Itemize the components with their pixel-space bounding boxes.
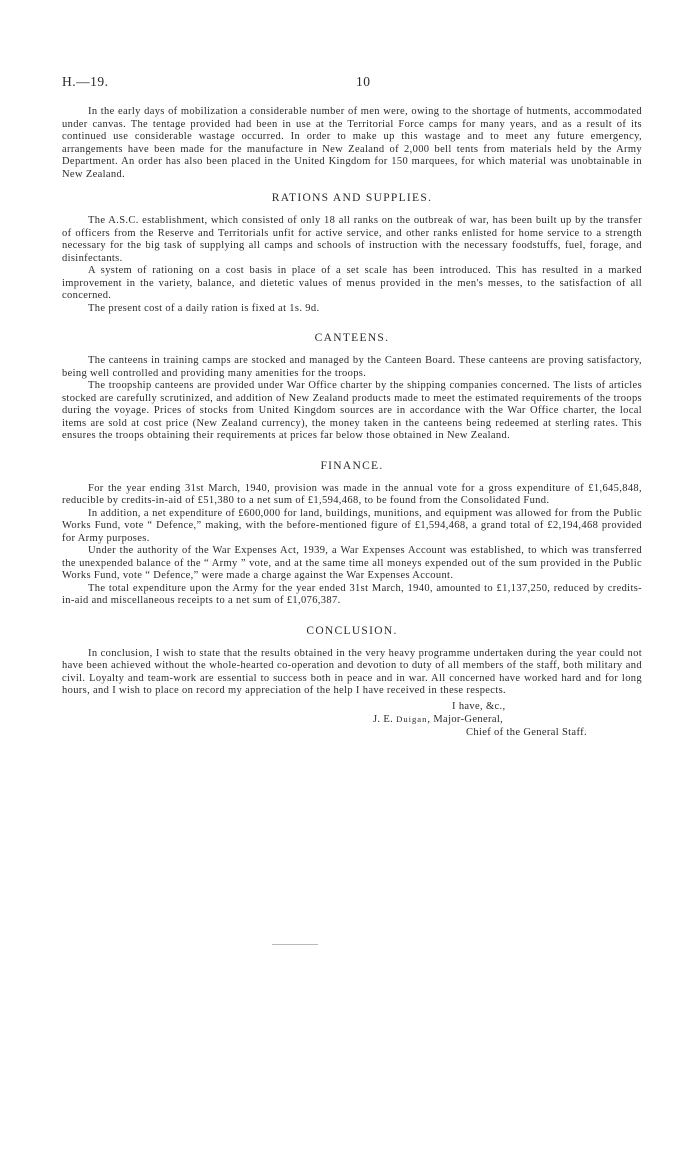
paragraph: A system of rationing on a cost basis in place of a set scale has been introduced. This has resulted in a marked improvement in the variety, balance, and dietetic values of menus provided in the men's messes, to the satisfaction of all concerned. <box>62 265 642 301</box>
signature-closing: I have, &c., <box>452 700 506 712</box>
signatory-initials: J. E. <box>373 713 397 725</box>
paragraph: The present cost of a daily ration is fixed at 1s. 9d. <box>88 302 320 314</box>
section-conclusion <box>62 625 642 698</box>
document-reference: H.—19. <box>62 74 109 89</box>
document-page <box>62 74 642 739</box>
section-finance <box>62 460 642 608</box>
section-heading: FINANCE. <box>320 459 384 472</box>
section-heading: CANTEENS. <box>314 332 390 344</box>
page-number: 10 <box>356 74 371 89</box>
paragraph: In addition, a net expenditure of £600,000 for land, buildings, munitions, and equipment was allowed for from the Public Works Fund, vote “ Defence,” making, with the before-mentioned figure of £1,594,468, a grand total of £2,194,468 provided for Army purposes. <box>62 507 642 544</box>
paragraph: In conclusion, I wish to state that the results obtained in the very heavy programme undertaken during the year could not have been achieved without the whole-hearted co-operation and devotion to duty of all members of the staff, both military and civil. Loyalty and team-work are essential to success both in peace and in war. All concerned have worked hard and for long hours, and I wish to place on record my appreciation of the help I have received in these respects. <box>62 647 642 696</box>
paragraph: The canteens in training camps are stocked and managed by the Canteen Board. These canteens are proving satisfactory, being well controlled and providing many amenities for the troops. <box>62 355 642 379</box>
paragraph: For the year ending 31st March, 1940, provision was made in the annual vote for a gross expenditure of £1,645,848, reducible by credits-in-aid of £51,380 to a net sum of £1,594,468, to be found from the Consolidated Fund. <box>62 482 642 506</box>
signatory-name <box>62 713 642 726</box>
paragraph: In the early days of mobilization a considerable number of men were, owing to the shortage of hutments, accommodated under canvas. The tentage provided had been in use at the Territorial Force camps for many years, and as a result of its continued use considerable wastage occurred. In order to make up this wastage and to meet any future emergency, arrangements have been made for the manufacture in New Zealand of 2,000 bell tents from materials held by the Army Department. An order has also been placed in the United Kingdom for 150 marquees, for which material was unobtainable in New Zealand. <box>62 106 642 180</box>
closing-rule-divider <box>272 944 318 945</box>
signatory-surname: Duigan <box>396 713 428 724</box>
signature-block <box>62 700 642 739</box>
paragraph: The troopship canteens are provided under War Office charter by the shipping companies concerned. The lists of articles stocked are carefully scrutinized, and addition of New Zealand products made to meet the estimated requirements of the troops during the voyage. Prices of stocks from United Kingdom sources are in accordance with the War Office charter, the local items are sold at cost price (New Zealand currency), the money taken in the canteens being redeemed at sterling rates. This ensures the troops obtaining their requirements at prices far below those obtained in New Zealand. <box>62 380 642 441</box>
report-body <box>62 106 642 739</box>
paragraph: Under the authority of the War Expenses Act, 1939, a War Expenses Account was established, to which was transferred the unexpended balance of the “ Army ” vote, and at the same time all moneys expended out of the sum provided in the Public Works Fund, vote “ Defence,” were made a charge against the War Expenses Account. <box>62 545 642 581</box>
section-rations-and-supplies <box>62 192 642 315</box>
section-canteens <box>62 332 642 443</box>
paragraph: The total expenditure upon the Army for the year ended 31st March, 1940, amounted to £1,137,250, reduced by credits-in-aid and miscellaneous receipts to a net sum of £1,076,387. <box>62 582 642 606</box>
paragraph: The A.S.C. establishment, which consisted of only 18 all ranks on the outbreak of war, has been built up by the transfer of officers from the Reserve and Territorials unfit for active service, and other ranks enlisted for home service to a strength necessary for the big task of supplying all camps and schools of instruction with the necessary foodstuffs, fuel, forage, and disinfectants. <box>62 215 642 264</box>
section-heading: CONCLUSION. <box>306 624 398 637</box>
section-heading: RATIONS AND SUPPLIES. <box>271 192 433 204</box>
signatory-title: Chief of the General Staff. <box>466 726 587 738</box>
running-header <box>62 74 642 96</box>
section-intro <box>62 106 642 181</box>
signatory-rank: , Major-General, <box>427 713 504 725</box>
